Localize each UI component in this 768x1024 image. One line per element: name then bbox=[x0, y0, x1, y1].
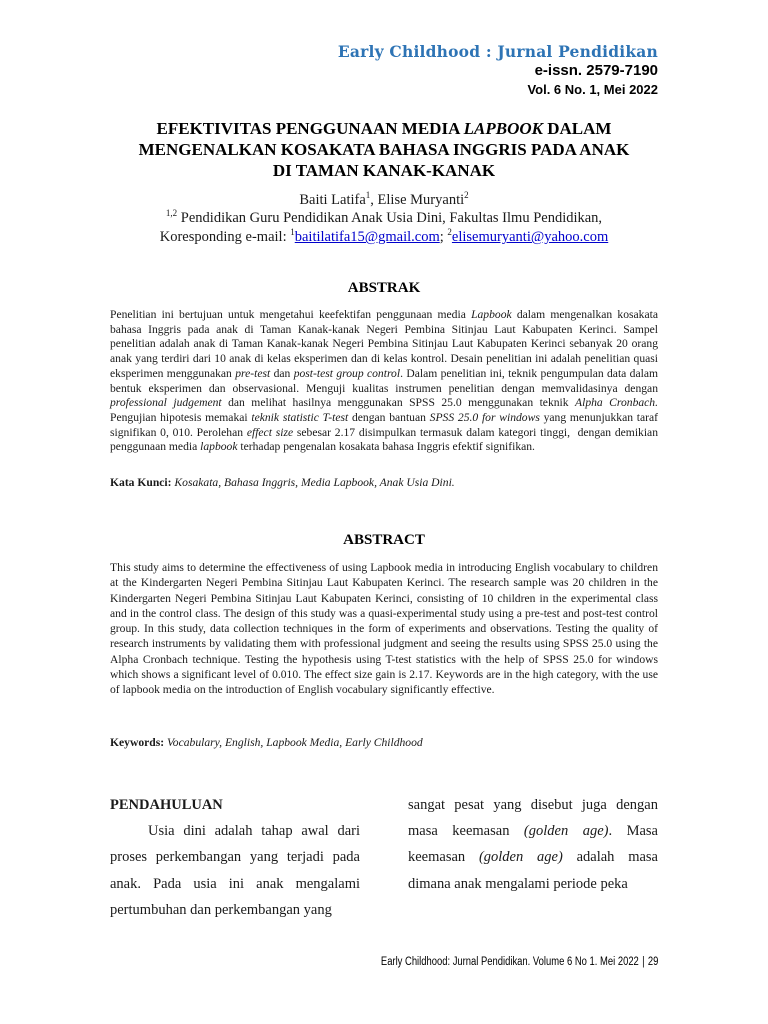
abstrak-keywords-value: Kosakata, Bahasa Inggris, Media Lapbook, Anak Usia Dini. bbox=[171, 476, 455, 489]
title-line-1-pre: EFEKTIVITAS PENGGUNAAN MEDIA bbox=[156, 119, 464, 138]
email-2-sup: 2 bbox=[447, 227, 452, 238]
body-right-column bbox=[408, 792, 658, 897]
title-line-1-italic: LAPBOOK bbox=[463, 119, 543, 138]
body-right-text-3: adalah masa dimana anak mengalami periode peka bbox=[408, 849, 658, 892]
footer-text: Early Childhood: Jurnal Pendidikan. Volume 6 No 1. Mei 2022 bbox=[380, 956, 639, 968]
author-1-sup: 1 bbox=[365, 190, 371, 201]
body-left-text: Usia dini adalah tahap awal dari proses perkembangan yang terjadi pada anak. Pada usia ini anak mengalami pertumbuhan dan perkembangan yang bbox=[110, 823, 360, 918]
email-1-link[interactable]: baitilatifa15@gmail.com bbox=[294, 229, 440, 245]
title-line-2: MENGENALKAN KOSAKATA BAHASA INGGRIS PADA ANAK bbox=[138, 140, 630, 159]
body-right-text-2: . Masa keemasan bbox=[408, 823, 658, 866]
abstrak-text: Penelitian ini bertujuan untuk mengetahui keefektifan penggunaan media Lapbook dalam mengenalkan kosakata bahasa Inggris pada anak di Taman Kanak-kanak Negeri Pembina Sitinjau Laut Kabupaten Kerinci. Sampel penelitian adalah anak di Taman Kanak-kanak Negeri Pembina Sitinjau Laut Kabupaten Kerinci sebanyak 20 orang anak yang terdiri dari 10 anak di kelas eksperimen dan di kelas kontrol. Desain penelitian ini adalah penelitian quasi eksperimen menggunakan pre-test dan post-test group control. Dalam penelitian ini, teknik pengumpulan data dalam bentuk eksperimen dan observasional. Menguji kualitas instrumen penelitian dengan memvalidasinya dengan professional judgement dan melihat hasilnya menggunakan SPSS 25.0 menggunakan teknik Alpha Cronbach. Pengujian hipotesis memakai teknik statistic T-test dengan bantuan SPSS 25.0 for windows yang menunjukkan taraf signifikan 0, 010. Perolehan effect size sebesar 2.17 disimpulkan termasuk dalam kategori tinggi, dengan demikian penggunaan media lapbook terhadap pengenalan kosakata bahasa Inggris efektif signifikan. bbox=[110, 308, 659, 454]
correspondence-email bbox=[90, 229, 678, 246]
journal-name: Early Childhood : Jurnal Pendidikan bbox=[337, 42, 658, 61]
email-label: Koresponding e-mail: bbox=[159, 229, 291, 245]
author-2-sup: 2 bbox=[464, 190, 469, 201]
affiliation-sup: 1,2 bbox=[165, 208, 178, 219]
page-number: 29 bbox=[647, 956, 658, 968]
author-sep: , bbox=[370, 192, 378, 208]
abstract-heading: ABSTRACT bbox=[343, 532, 425, 548]
body-right-text-1: sangat pesat yang disebut juga dengan masa keemasan bbox=[408, 797, 658, 840]
page-footer bbox=[381, 956, 658, 968]
section-title-pendahuluan: PENDAHULUAN bbox=[110, 797, 223, 813]
footer-separator: | bbox=[641, 956, 645, 968]
abstract-text: This study aims to determine the effectiveness of using Lapbook media in introducing English vocabulary to children at the Kindergarten Negeri Pembina Sitinjau Laut Kabupaten Kerinci. The research sample was 20 children in the Kindergarten Negeri Pembina Sitinjau Laut Kabupaten Kerinci, consisting of 10 children in the experimental class and in the control class. The design of this study was a quasi-experimental study using a pre-test and post-test control group. In this study, data collection techniques in the form of experiments and observations. Testing the quality of research instruments by validating them with professional judgment and seeing the results using SPSS 25.0 using the Alpha Cronbach technique. Testing the hypothesis using T-test statistics with the help of SPSS 25.0 for windows which shows a significant level of 0.010. The effect size gain is 2.17. Keywords are in the high category, with the use of lapbook media on the introduction of English vocabulary significantly effective. bbox=[110, 561, 658, 697]
authors bbox=[90, 192, 678, 209]
volume-info: Vol. 6 No. 1, Mei 2022 bbox=[527, 82, 658, 97]
title-line-3: DI TAMAN KANAK-KANAK bbox=[272, 161, 496, 180]
body-right-italic-2: (golden age) bbox=[478, 849, 563, 866]
title-line-1-post: DALAM bbox=[543, 119, 612, 138]
paper-title bbox=[90, 118, 678, 181]
abstrak-heading: ABSTRAK bbox=[347, 280, 421, 296]
author-2: Elise Muryanti bbox=[377, 192, 465, 208]
email-1-sup: 1 bbox=[290, 227, 295, 238]
body-right-italic-1: (golden age) bbox=[523, 823, 609, 840]
email-2-link[interactable]: elisemuryanti@yahoo.com bbox=[451, 229, 609, 245]
affiliation-text: Pendidikan Guru Pendidikan Anak Usia Dini, Fakultas Ilmu Pendidikan, bbox=[177, 210, 603, 226]
author-1: Baiti Latifa bbox=[299, 192, 366, 208]
body-left-column bbox=[110, 792, 360, 923]
abstract-keywords bbox=[110, 736, 658, 750]
abstract-keywords-value: Vocabulary, English, Lapbook Media, Early Childhood bbox=[164, 736, 423, 749]
abstract-keywords-label: Keywords: bbox=[110, 736, 165, 749]
title-line-1 bbox=[90, 118, 678, 139]
abstrak-keywords bbox=[110, 476, 658, 490]
abstrak-keywords-label: Kata Kunci: bbox=[110, 476, 172, 489]
affiliation bbox=[90, 210, 678, 227]
email-sep: ; bbox=[439, 229, 448, 245]
issn: e-issn. 2579-7190 bbox=[534, 62, 658, 79]
